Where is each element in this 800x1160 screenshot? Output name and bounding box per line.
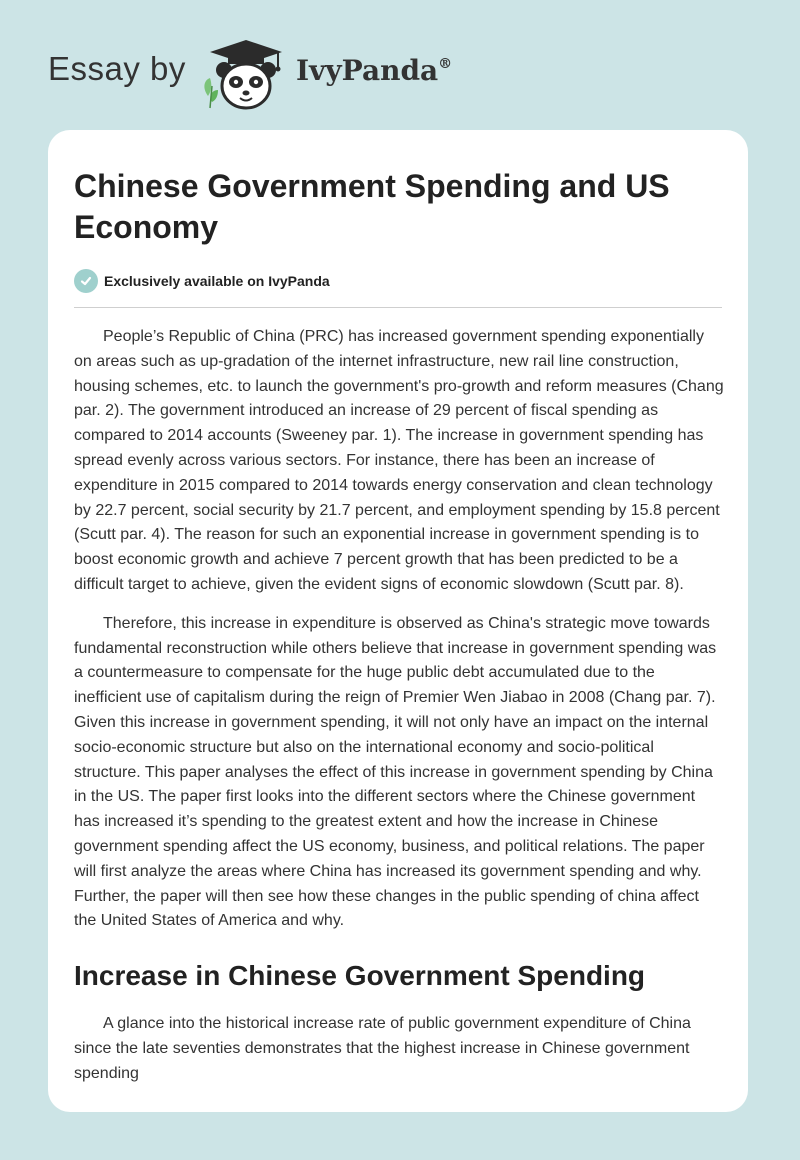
paragraph: A glance into the historical increase rate of public government expenditure of China since the late seventies demonstrates that the highest increase in Chinese government spending bbox=[74, 1015, 691, 1082]
page-title: Chinese Government Spending and US Economy bbox=[74, 168, 670, 245]
essay-by-label: Essay by bbox=[48, 50, 186, 87]
exclusive-badge bbox=[74, 268, 722, 294]
site-header bbox=[0, 0, 800, 130]
trademark-symbol: ® bbox=[438, 56, 453, 72]
panda-graduate-icon[interactable] bbox=[198, 36, 294, 112]
paragraph: People’s Republic of China (PRC) has increased government spending exponentially on areas such as up-gradation of the internet infrastructure, new rail line construction, housing schemes, etc. to launch the government's pro-growth and reform measures (Chang par. 2). The government introduced an increase of 29 percent of fiscal spending as compared to 2014 accounts (Sweeney par. 1). The increase in government spending has spread evenly across various sectors. For instance, there has been an increase of expenditure in 2015 compared to 2014 towards energy conservation and clean technology by 22.7 percent, social security by 21.7 percent, and employment spending by 15.8 percent (Scutt par. 4). The reason for such an exponential increase in government spending is to boost economic growth and achieve 7 percent growth that has been predicted to be a difficult target to achieve, given the evident signs of economic slowdown (Scutt par. 8). bbox=[74, 328, 724, 593]
paragraph: Therefore, this increase in expenditure is observed as China's strategic move towards fundamental reconstruction while others believe that increase in government spending was a countermeasure to compensate for the huge public debt accumulated due to the inefficient use of capitalism during the reign of Premier Wen Jiabao in 2008 (Chang par. 7). Given this increase in government spending, it will not only have an impact on the internal socio-economic structure but also on the international economy and socio-political structure. This paper analyses the effect of this increase in government spending by China in the US. The paper first looks into the different sectors where the Chinese government has increased it’s spending to the greatest extent and how the increase in Chinese government spending affect the US economy, business, and political relations. The paper will first analyze the areas where China has increased its government spending and why. Further, the paper will then see how these changes in the public spending of china affect the United States of America and why. bbox=[74, 614, 717, 930]
check-icon bbox=[74, 269, 98, 293]
section-heading: Increase in Chinese Government Spending bbox=[74, 960, 646, 992]
exclusive-label: Exclusively available on IvyPanda bbox=[104, 273, 330, 289]
brand-name[interactable]: IvyPanda® bbox=[296, 54, 453, 87]
article-card bbox=[48, 130, 748, 1112]
divider bbox=[74, 307, 722, 308]
